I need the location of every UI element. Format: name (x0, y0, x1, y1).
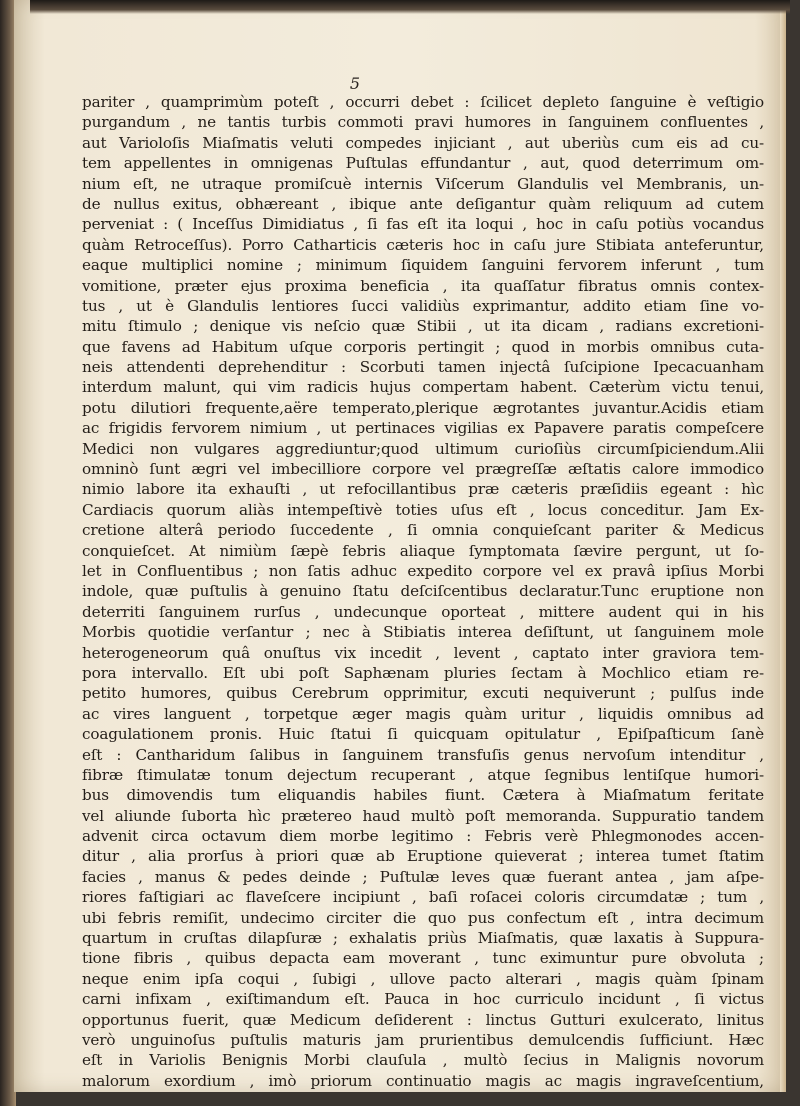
text-line: conquieſcet. At nimiùm ſæpè febris aliaque ſymptomata ſævire pergunt, ut ſo- (82, 541, 764, 560)
text-line: verò unguinoſus puſtulis maturis jam prurientibus demulcendis ſufficiunt. Hæc (82, 1030, 764, 1049)
text-line: ditur , alia prorſus à priori quæ ab Eruptione quieverat ; interea tumet ſtatim (82, 847, 764, 866)
text-line: vel aliunde ſuborta hìc prætereo haud multò poſt memoranda. Suppuratio tandem (82, 806, 764, 825)
text-line: ac frigidis fervorem nimium , ut pertinaces vigilias ex Papavere paratis compeſcere (82, 419, 764, 438)
text-line: advenit circa octavum diem morbe legitimo : Febris verè Phlegmonodes accen- (82, 827, 764, 846)
text-line: eſt in Variolis Benignis Morbi clauſula , multò ſecius in Malignis novorum (82, 1051, 764, 1070)
text-line: eſt : Cantharidum ſalibus in ſanguinem transfuſis genus nervoſum intenditur , (82, 745, 764, 764)
text-line: eaque multiplici nomine ; minimum ſiquidem ſanguini fervorem inferunt , tum (82, 256, 764, 275)
text-line: facies , manus & pedes deinde ; Puſtulæ leves quæ fuerant antea , jam aſpe- (82, 867, 764, 886)
text-line: pora intervallo. Eſt ubi poſt Saphænam pluries ſectam à Mochlico etiam re- (82, 663, 764, 682)
text-line: quartum in cruſtas dilapſuræ ; exhalatis priùs Miaſmatis, quæ laxatis à Suppura- (82, 929, 764, 948)
text-line: let in Confluentibus ; non ſatis adhuc expedito corpore vel ex pravâ ipſius Morbi (82, 561, 764, 580)
text-line: purgandum , ne tantis turbis commoti pravi humores in ſanguinem confluentes , (82, 113, 764, 132)
text-line: deterriti ſanguinem rurſus , undecunque oporteat , mittere audent qui in his (82, 602, 764, 621)
text-line: aut Varioloſis Miaſmatis veluti compedes injiciant , aut uberiùs cum eis ad cu- (82, 133, 764, 152)
text-line: potu dilutiori frequente,aëre temperato,plerique ægrotantes juvantur.Acidis etiam (82, 398, 764, 417)
text-line: pariter , quamprimùm poteſt , occurri debet : ſcilicet depleto ſanguine è veſtigio (82, 93, 764, 111)
text-line: tione fibris , quibus depacta eam moverant , tunc eximuntur pure obvoluta ; (82, 949, 764, 968)
page-top-edge (30, 0, 790, 14)
text-line: malorum exordium , imò priorum continuatio magis ac magis ingraveſcentium, (82, 1071, 764, 1090)
text-line: perveniat : ( Inceſſus Dimidiatus , ſi fas eſt ita loqui , hoc in caſu potiùs vocandus (82, 215, 764, 234)
text-line: carni infixam , exiſtimandum eſt. Pauca in hoc curriculo incidunt , ſi victus (82, 990, 764, 1009)
text-line: neque enim ipſa coqui , ſubigi , ullove pacto alterari , magis quàm ſpinam (82, 969, 764, 988)
text-line: opportunus fuerit, quæ Medicum deſiderent : linctus Gutturi exulcerato, linitus (82, 1010, 764, 1029)
text-line: cretione alterâ periodo ſuccedente , ſi omnia conquieſcant pariter & Medicus (82, 521, 764, 540)
text-line: ubi febris remiſit, undecimo circiter die quo pus confectum eſt , intra decimum (82, 908, 764, 927)
text-line: heterogeneorum quâ onuſtus vix incedit , levent , captato inter graviora tem- (82, 643, 764, 662)
text-line: nimio labore ita exhauſti , ut refocillantibus præ cæteris præſidiis egeant : hìc (82, 480, 764, 499)
text-line: coagulationem pronis. Huic ſtatui ſi quicquam opitulatur , Epiſpaſticum ſanè (82, 725, 764, 744)
text-line: indole, quæ puſtulis à genuino ſtatu deſciſcentibus declaratur.Tunc eruptione non (82, 582, 764, 601)
text-line: nium eſt, ne utraque promiſcuè internis Viſcerum Glandulis vel Membranis, un- (82, 174, 764, 193)
text-line: que favens ad Habitum uſque corporis pertingit ; quod in morbis omnibus cuta- (82, 337, 764, 356)
page-number: 5 (349, 74, 361, 93)
text-line: vomitione, præter ejus proxima beneficia , ita quaſſatur fibratus omnis contex- (82, 276, 764, 295)
text-line: interdum malunt, qui vim radicis hujus compertam habent. Cæterùm victu tenui, (82, 378, 764, 397)
latin-text-body (82, 92, 764, 1091)
text-line: tus , ut è Glandulis lentiores ſucci validiùs exprimantur, addito etiam ſine vo- (82, 296, 764, 315)
text-line: neis attendenti deprehenditur : Scorbuti tamen injectâ ſuſcipione Ipecacuanham (82, 358, 764, 377)
text-line: riores faſtigiari ac flaveſcere incipiunt , baſi roſacei coloris circumdatæ ; tum , (82, 888, 764, 907)
text-line: fibræ ſtimulatæ tonum dejectum recuperant , atque ſegnibus lentiſque humori- (82, 765, 764, 784)
text-line: mitu ſtimulo ; denique vis neſcio quæ Stibii , ut ita dicam , radians excretioni- (82, 317, 764, 336)
text-line: petito humores, quibus Cerebrum opprimitur, excuti nequiverunt ; pulſus inde (82, 684, 764, 703)
text-line: Morbis quotidie verſantur ; nec à Stibiatis interea deſiſtunt, ut ſanguinem mole (82, 623, 764, 642)
text-line: ac vires languent , torpetque æger magis quàm uritur , liquidis omnibus ad (82, 704, 764, 723)
text-line: quàm Retroceſſus). Porro Catharticis cæteris hoc in caſu jure Stibiata anteferuntur, (82, 235, 764, 254)
text-line: bus dimovendis tum eliquandis habiles fiunt. Cætera à Miaſmatum feritate (82, 786, 764, 805)
text-line: Cardiacis quorum aliàs intempeſtivè toties uſus eſt , locus conceditur. Jam Ex- (82, 500, 764, 519)
text-line: Medici non vulgares aggrediuntur;quod ultimum curioſiùs circumſpiciendum.Alii (82, 439, 764, 458)
text-line: tem appellentes in omnigenas Puſtulas effundantur , aut, quod deterrimum om- (82, 154, 764, 173)
text-line: omninò ſunt ægri vel imbecilliore corpore vel prægreſſæ æſtatis calore immodico (82, 460, 764, 479)
text-line: de nullus exitus, obhæreant , ibique ante deſigantur quàm reliquum ad cutem (82, 194, 764, 213)
